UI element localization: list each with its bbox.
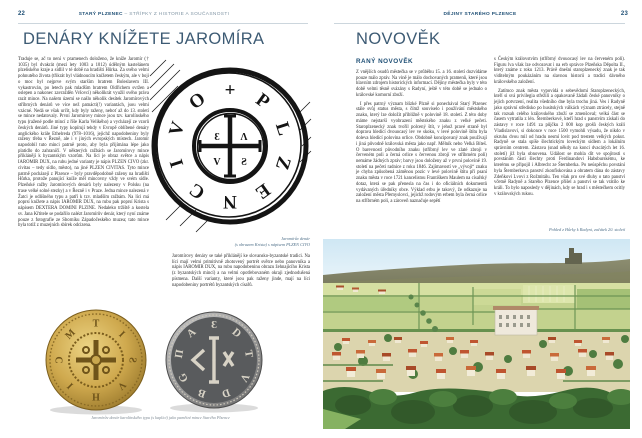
chapter-title-right: NOVOVĚK xyxy=(356,30,441,48)
postcard-panorama xyxy=(323,239,630,429)
school-building xyxy=(493,306,539,335)
coin-letter: I xyxy=(116,329,127,340)
section-subheading: RANÝ NOVOVĚK xyxy=(356,58,414,65)
gold-coin-photo xyxy=(44,306,148,416)
coin-letter: V xyxy=(213,157,221,168)
coin-letter: N xyxy=(223,191,237,212)
running-header-left xyxy=(18,12,290,17)
coin-letter: P xyxy=(251,89,274,114)
left-body-column xyxy=(18,57,149,232)
header-rule-right xyxy=(334,23,625,24)
chapter-title-left: DENÁRY KNÍŽETE JAROMÍRA xyxy=(23,30,265,48)
left-main-paragraph: Traduje se, ač to není v pramenech doloženo, že kníže Jaromír († 1035) byl dvakrát (mezi lety 1003 a 1012) údělným kastelánem plzeňského kraje a sídlil v té době na hradišti Hůrka. Za svého velmi pohnutého života (třikrát byl vládnoucím knížetem českým, ale v boji o moc byl nejprve svým starším bratrem Boleslavem III. vykastrován, po letech pak mladším bratrem Oldřichem svržen a oslepen a nakonec zavražděn Vršovci) několikrát využil svého práva razit mince. Na našem území se našlo několik desítek Jaromírových stříbrných denárů ve více než patnácti(!) variantách, jsou velmi vzácné. Nedá se však určit, kdy byly raženy, neboť až do 13. století se mince nedatovaly. První Jaromírovy mince jsou tzv. karolínského typu (ražené podle mincí z říše Karla Velikého) a vycházejí ze vzorů českých denárů. Jiné typy kopírují tehdy v Evropě oblíbené denáry anglického krále Ethelreda (978–1016), jejichž napodobeniny byly raženy třeba v Řezně, ale i v jiných evropských místech. Jaromír napodobil tuto minci patrně proto, aby byla přijímána lépe jako platidlo do zahraničí. V některých ražbách se Jaromírovy mince přiklánějí k byzantským vzorům. Na líci je obraz světce a nápis IAROMIR DUX, na rubu jedné varianty je nápis PLZEN CIVO (zkr. civitas – tedy sídlo, město), na jiné PLZEN CIVITAS. Tyto mince patrně pocházejí z Plzence – byly pravděpodobně raženy na hradišti Hůrka, protože panující kníže měl mincovny vždy ve svém sídle. Plzeňské ražby Jaromírových denárů byly nalezeny v Polsku (na trase velké solné stezky) a v Řezně i v Praze. Jedna mince nalezená v Žatci je odlišného typu a patří k tzv. mladším ražbám. Na líci má poprsí knížete a nápis IAROMIR DUX, na rubu pak poprsí Krista s nápisem DEXTERA DOMINI PLZINE. Nedaleko tržiště a kostela sv. Jana Křtitele se podařilo nalézt Jaromírův denár, který nyní známe pouze z fotografie ze Sborníku Západočeského muzea; tato mince byla totiž z muzejních sbírek odcizena. xyxy=(18,57,149,229)
coin-letter: Λ xyxy=(240,132,248,143)
coin-letter: D xyxy=(229,326,244,341)
coin-letter: A xyxy=(184,326,199,341)
coin-letter: M xyxy=(63,327,78,342)
right-page xyxy=(321,0,642,438)
postcard-caption: Pohled z Hůrky k Radyni, začátek 20. století xyxy=(548,227,625,232)
running-header-right: DĚJINY STARÉHO PLZENCE xyxy=(443,11,517,17)
running-header-left-bold: STARÝ PLZENEC xyxy=(78,11,123,17)
left-secondary-paragraph: Jaromírovy denáry se také přiklánějí ke slovansko-byzantské tradici. Na líci mají velmi primitivně zhotovený portrét světce nebo panovníka a nápis IAROMIR DUX, na rubu napodobeninu obrazu žehnajícího Krista (z byzantských mincí) a na velmi opotřebovaném okraji zjednodušená písmena. Další varianty, které jsou pak raženy jinde, mají na líci napodobeniny portrétů byzantských císařů. xyxy=(172,254,310,288)
page-number-right: 23 xyxy=(620,11,628,17)
coin-letter: V xyxy=(237,371,252,384)
coin-letter: L xyxy=(270,119,295,139)
denar-sketch-caption-line2: (s obrazem Krista) s nápisem PLZEN CIVO xyxy=(234,241,310,247)
denar-sketch-caption xyxy=(160,236,310,247)
coin-letter: I xyxy=(166,156,189,170)
coin-letter: Ɔ xyxy=(54,356,66,364)
coin-letter: B xyxy=(196,386,208,400)
coin-letter: V xyxy=(165,119,190,139)
coin-letter: D xyxy=(220,385,232,400)
coin-letter: Ɛ xyxy=(211,319,217,331)
coin-letter: C xyxy=(185,178,210,204)
coin-letter: T xyxy=(92,318,100,330)
coin-letter: E xyxy=(251,178,274,204)
coin-photos-caption: Jaromírův denár karolínského typu (s kaplicí) jako pamětní mince Starého Plzence xyxy=(91,415,230,420)
right-col1-paragraph-1: Z vnějších osudů městečka se v průběhu 15. a 16. století dozvídáme pouze málo zpráv. Na vině je málo dochovaných pramenů, které jsou hlavním zdrojem historických informací. Dějiny městečka byly v této době velmi těsně svázány s Radyní, ještě v této době se jednalo o královské komorní zboží. xyxy=(356,70,487,98)
coin-letter: Ƨ xyxy=(126,357,138,363)
running-header-left-rest: – STŘÍPKY Z HISTORIE A SOUČASNOSTI xyxy=(122,11,230,17)
coin-letter: Z xyxy=(270,153,295,173)
coin-letter: O xyxy=(185,88,210,114)
right-column-2 xyxy=(494,57,625,201)
foreground-trees xyxy=(323,387,630,429)
coin-letter: H xyxy=(92,390,100,402)
right-col1-paragraph-2: I přes patrný význam blízké Plzně si ponechával Starý Plzenec stále svůj status města, s čímž souviselo i používání městského znaku, který lze doložit přibližně v polovině 18. století. Z této doby máme nejstarší vyobrazení městského znaku z velké pečeti. Staroplzenecký znak tvořil polcený štít, v jehož pravé straně byl doprava hledící dvouocasý lev ve skoku, v levé polovině štítu byla doleva hledící polovina orlice. Obdobně koncipovaný znak používají i jiná původně královská města jako např. Mělník nebo Velká Bíteš. O barevnosti původního znaku (stříbrný lev ve zlaté zbroji v červeném poli a černá orlice s červenou zbrojí ve stříbrném poli) nemáme žádných zpráv; barvy jsou doloženy až v první polovině 19. století na pečeti radnice z roku 1846. Zajímavostí ve „vývoji“ znaku je chyba způsobená záměnou pozic v levé polovině štítu při psaní znaku města v roce 1721 kancelistou Františkem Maulem na císařský dotaz, která se pak přenesla na čas i do oficiálních dokumentů vydávaných úředníky obce. Výklad erbu je takový, že odkazuje na založení města Přemyslovci, jejichž rodovým erbem byla černá orlice na stříbrném poli, a zároveň naznačuje sepětí xyxy=(356,101,487,205)
denar-sketch-illustration xyxy=(148,54,312,238)
header-rule-left xyxy=(18,23,308,24)
denar-sketch-caption-line1: Jaromírův denár xyxy=(281,236,310,241)
right-col2-paragraph-2: Zatímco znak města vypovídá o sebevědomí Staroplzeneckých, kteří si svá privilegia střežili a opakovaně žádali české panovníky o jejich potvrzení, realita všedního dne byla trochu jiná. Ves i Radyně jako správní středisko po husitských válkách význam ztrácely, stejně tak rozsah celého královského zboží se zmenšoval; velká část se časem vytratila z lén. Šternberkové, kteří hrad s panstvím získali do zástavy v roce 1491 za půjčku 2 000 kop grošů českých králi Vladislavovi, si dokonce v roce 1500 vymohli výsadu, že nikdo v okruhu dvou mil od hradu nesmí lovit pod trestem velkých pokut. Radyně se stala spíše šlechtickým loveckým sídlem a lokálním správním centrem. Zástava (snad někdy na konci dvacátých let 16. století) již byla obnovena. Událost se mohla dít ve spojitosti s povstáním části šlechty proti Ferdinandovi Habsburskému, ke kterému se připojil i Albrecht ze Šternberka. Po neúspěchu povstání byla Šternberkova panství zkonfiskována a obratem dána do zástavy Zdeňkovi Lvovi z Rožmitálu. Ten však pro své dluhy o tato panství včetně Radyně a Starého Plzence přišel a panství se tak vrátilo ke králi. To bylo naposledy v dějinách, kdy se hrad i s městečkem ocitly v královských rukou. xyxy=(494,88,625,197)
page-number-left: 22 xyxy=(18,11,26,17)
coin-letter: T xyxy=(241,349,256,359)
coin-letter: + xyxy=(224,80,236,101)
coin-letter: Ɛ xyxy=(214,132,220,143)
left-secondary-column xyxy=(172,254,310,291)
silver-coin-illustration xyxy=(164,308,264,414)
coin-letter: G xyxy=(176,370,192,385)
postcard-photo xyxy=(323,239,630,429)
gold-coin-illustration xyxy=(44,306,148,416)
right-col2-paragraph-1: s Českým královstvím (stříbrný dvouocasý lev na červeném poli). Figuru lva však lze odvozovat i na erb správce Plzeňska Děpolta II., který známe z roku 1213. Právě dnešní staroplzenecký znak je tak viditelným poukázáním na slavnou historii a tradici dávného královského založení. xyxy=(494,57,625,85)
coin-letter: I xyxy=(65,380,76,391)
coin-letter: Ƨ xyxy=(241,157,247,168)
silver-coin-photo xyxy=(164,308,264,414)
denar-sketch-figure xyxy=(148,54,312,238)
coin-letter: Π xyxy=(172,348,187,360)
coin-letter: V xyxy=(115,379,128,392)
coin-cross xyxy=(200,116,260,176)
right-column-1 xyxy=(356,70,487,208)
